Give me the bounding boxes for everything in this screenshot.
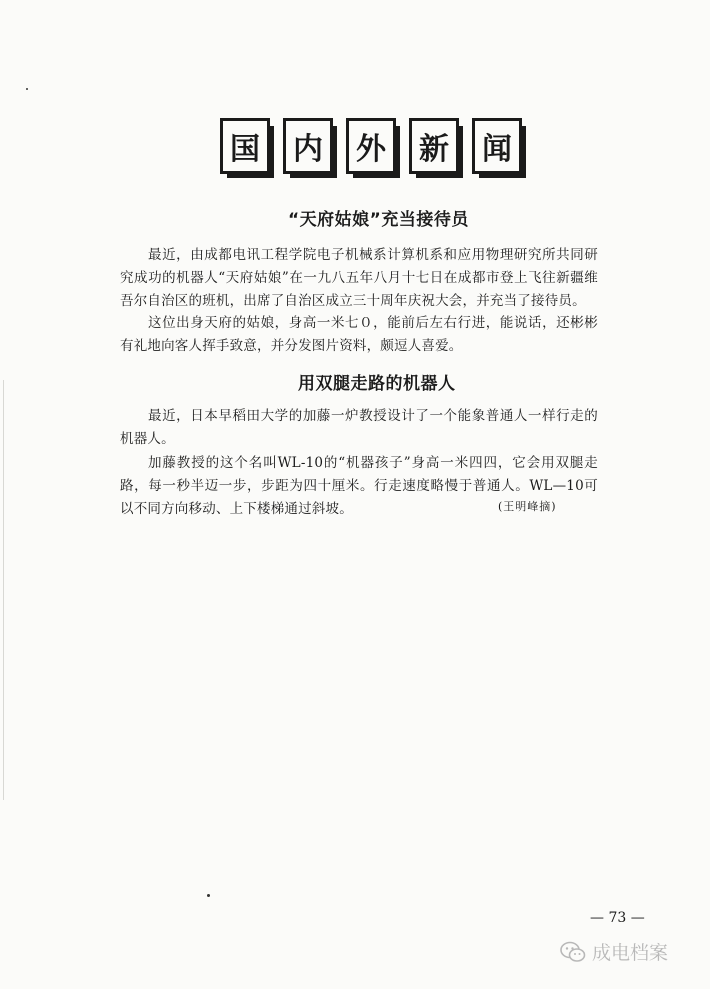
article-paragraph: 最近，由成都电讯工程学院电子机械系计算机系和应用物理研究所共同研究成功的机器人“天府姑娘”在一九八五年八月十七日在成都市登上飞往新疆维吾尔自治区的班机，出席了自治区成立三十周年庆祝大会，并充当了接待员。	[120, 247, 598, 309]
header-char: 外	[346, 118, 396, 174]
page-number: — 73 —	[590, 910, 645, 926]
article-title: 用双腿走路的机器人	[298, 374, 456, 394]
section-header	[220, 118, 522, 182]
scan-edge	[3, 380, 4, 800]
article-credit: (王明峰摘)	[498, 500, 557, 513]
watermark	[560, 938, 668, 965]
scan-speck	[26, 88, 28, 90]
header-char: 闻	[472, 118, 522, 174]
header-char: 新	[409, 118, 459, 174]
article-paragraph: 最近，日本早稻田大学的加藤一炉教授设计了一个能象普通人一样行走的机器人。	[120, 408, 598, 447]
scan-speck	[207, 894, 210, 897]
header-char: 内	[283, 118, 333, 174]
header-char: 国	[220, 118, 270, 174]
article-paragraph: 加藤教授的这个名叫WL-10的“机器孩子”身高一米四四，它会用双腿走路，每一秒半迈一步，步距为四十厘米。行走速度略慢于普通人。WL—10可以不同方向移动、上下楼梯通过斜坡。	[120, 455, 598, 517]
article-paragraph: 这位出身天府的姑娘，身高一米七０，能前后左右行进，能说话，还彬彬有礼地向客人挥手致意，并分发图片资料，颇逗人喜爱。	[120, 315, 598, 354]
article-title: “天府姑娘”充当接待员	[288, 210, 469, 230]
wechat-icon	[560, 941, 586, 963]
watermark-text: 成电档案	[592, 942, 669, 964]
